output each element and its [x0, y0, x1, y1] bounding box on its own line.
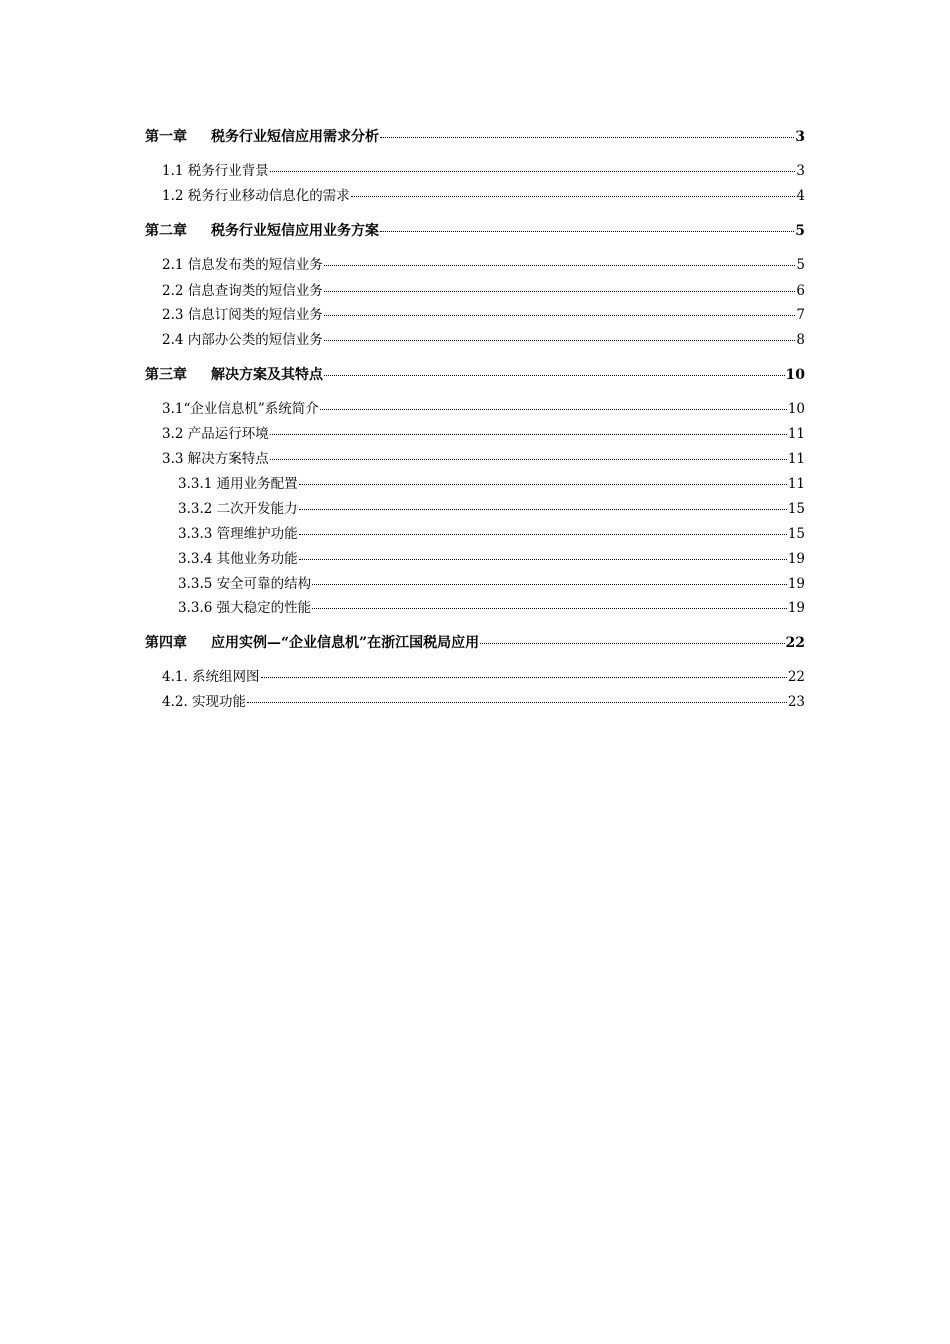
dot-leader: [324, 265, 796, 266]
chapter-title: 税务行业短信应用需求分析: [211, 129, 379, 145]
toc-entry-subsection-3-3-2[interactable]: [178, 499, 805, 519]
page-number: 10: [785, 367, 805, 383]
toc-entry-section-3-1[interactable]: [162, 399, 805, 419]
toc-entry-section-2-4[interactable]: [162, 330, 805, 350]
toc-entry-section-2-1[interactable]: [162, 255, 805, 275]
section-title: 4.2. 实现功能: [162, 694, 247, 710]
toc-entry-subsection-3-3-6[interactable]: [178, 598, 805, 618]
section-title: 3.2 产品运行环境: [162, 426, 269, 442]
dot-leader: [324, 315, 796, 316]
chapter-number: 第三章: [145, 367, 187, 383]
section-title: 2.4 内部办公类的短信业务: [162, 332, 323, 348]
toc-entry-subsection-3-3-4[interactable]: [178, 549, 805, 569]
dot-leader: [270, 171, 796, 172]
page-number: 15: [787, 526, 805, 542]
section-title: 3.1“企业信息机”系统简介: [162, 401, 319, 417]
section-title: 1.1 税务行业背景: [162, 163, 269, 179]
subsection-title: 3.3.5 安全可靠的结构: [178, 576, 312, 592]
chapter-title: 解决方案及其特点: [211, 367, 323, 383]
dot-leader: [324, 340, 796, 341]
toc-entry-section-4-2[interactable]: [162, 692, 805, 712]
toc-entry-section-3-2[interactable]: [162, 424, 805, 444]
toc-entry-chapter-2[interactable]: [145, 221, 805, 241]
dot-leader: [299, 559, 787, 560]
page-number: 22: [785, 635, 805, 651]
page-number: 23: [787, 694, 805, 710]
dot-leader: [324, 291, 796, 292]
toc-entry-section-2-2[interactable]: [162, 281, 805, 301]
dot-leader: [247, 702, 787, 703]
toc-entry-section-3-3[interactable]: [162, 449, 805, 469]
toc-entry-chapter-1[interactable]: [145, 127, 805, 147]
page-number: 5: [796, 257, 805, 273]
chapter-number: 第四章: [145, 635, 187, 651]
toc-entry-subsection-3-3-5[interactable]: [178, 574, 805, 594]
toc-entry-section-1-2[interactable]: [162, 186, 805, 206]
dot-leader: [351, 196, 796, 197]
dot-leader: [299, 509, 787, 510]
dot-leader: [480, 643, 784, 644]
page-number: 19: [787, 576, 805, 592]
page-number: 22: [787, 669, 805, 685]
dot-leader: [261, 677, 787, 678]
dot-leader: [270, 459, 787, 460]
chapter-title: 应用实例—“企业信息机”在浙江国税局应用: [211, 635, 480, 651]
chapter-number: 第二章: [145, 223, 187, 239]
toc-entry-subsection-3-3-3[interactable]: [178, 524, 805, 544]
toc-entry-section-1-1[interactable]: [162, 161, 805, 181]
page-number: 11: [787, 451, 805, 467]
chapter-title: 税务行业短信应用业务方案: [211, 223, 379, 239]
dot-leader: [380, 231, 794, 232]
dot-leader: [320, 409, 787, 410]
toc-entry-chapter-4[interactable]: [145, 633, 805, 653]
page-number: 19: [787, 600, 805, 616]
page-number: 5: [795, 223, 805, 239]
dot-leader: [270, 434, 787, 435]
page-number: 6: [796, 283, 805, 299]
subsection-title: 3.3.2 二次开发能力: [178, 501, 298, 517]
page-number: 19: [787, 551, 805, 567]
dot-leader: [312, 608, 787, 609]
page-number: 15: [787, 501, 805, 517]
toc-entry-chapter-3[interactable]: [145, 365, 805, 385]
section-title: 2.1 信息发布类的短信业务: [162, 257, 323, 273]
page-number: 3: [795, 129, 805, 145]
page-number: 11: [787, 476, 805, 492]
page-number: 11: [787, 426, 805, 442]
section-title: 3.3 解决方案特点: [162, 451, 269, 467]
section-title: 2.3 信息订阅类的短信业务: [162, 307, 323, 323]
page-number: 3: [796, 163, 805, 179]
page-number: 8: [796, 332, 805, 348]
toc-entry-subsection-3-3-1[interactable]: [178, 474, 805, 494]
section-title: 4.1. 系统组网图: [162, 669, 260, 685]
subsection-title: 3.3.4 其他业务功能: [178, 551, 298, 567]
page-number: 7: [796, 307, 805, 323]
subsection-title: 3.3.6 强大稳定的性能: [178, 600, 312, 616]
section-title: 1.2 税务行业移动信息化的需求: [162, 188, 350, 204]
toc-entry-section-2-3[interactable]: [162, 305, 805, 325]
page-number: 4: [796, 188, 805, 204]
subsection-title: 3.3.1 通用业务配置: [178, 476, 298, 492]
dot-leader: [380, 137, 794, 138]
chapter-number: 第一章: [145, 129, 187, 145]
subsection-title: 3.3.3 管理维护功能: [178, 526, 298, 542]
dot-leader: [312, 584, 787, 585]
toc-entry-section-4-1[interactable]: [162, 667, 805, 687]
dot-leader: [299, 484, 787, 485]
dot-leader: [324, 375, 785, 376]
section-title: 2.2 信息查询类的短信业务: [162, 283, 323, 299]
dot-leader: [299, 534, 787, 535]
page-number: 10: [787, 401, 805, 417]
